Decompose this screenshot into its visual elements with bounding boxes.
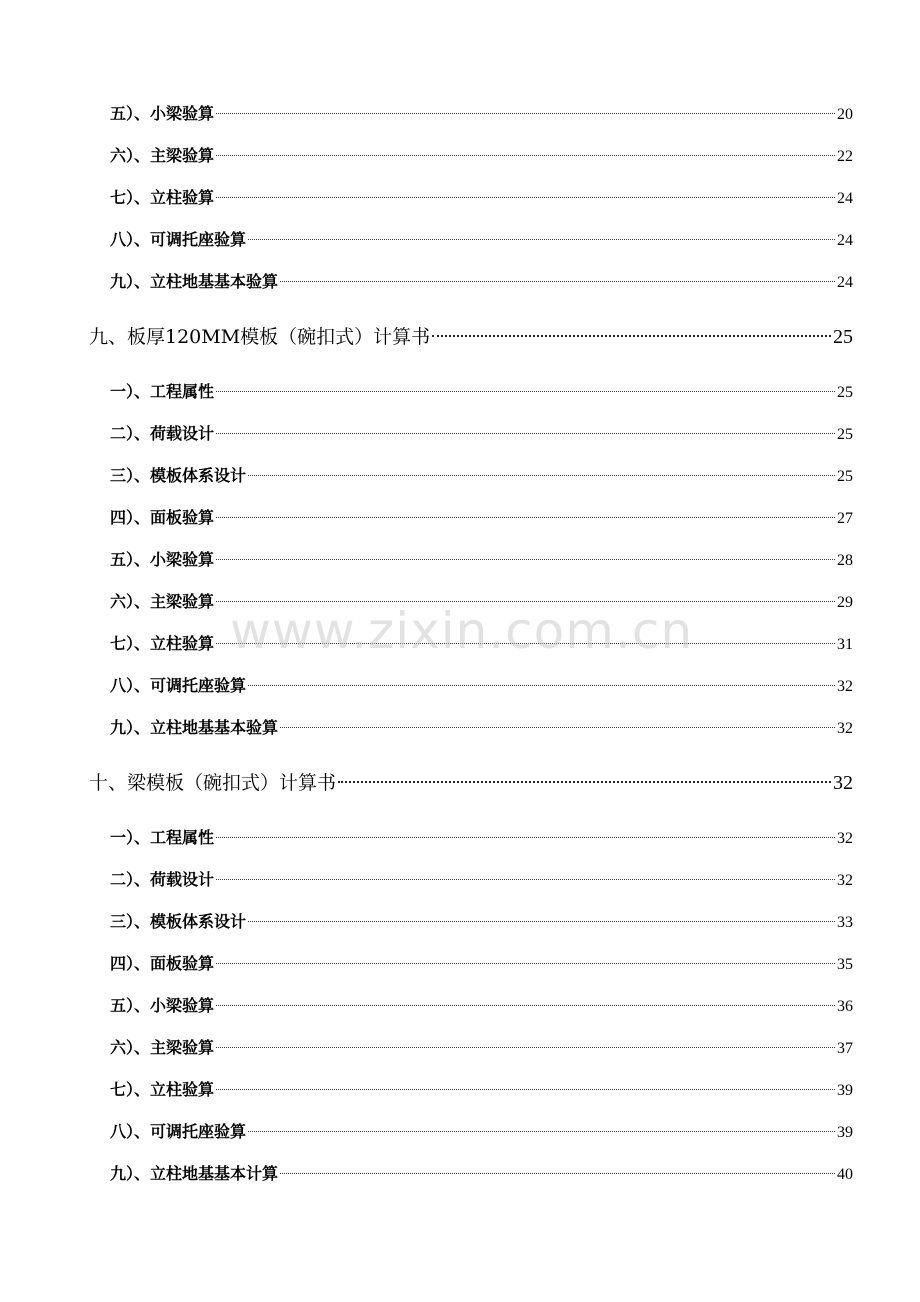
toc-page-number: 32 — [837, 720, 853, 737]
toc-entry-title: 八）、可调托座验算 — [110, 230, 247, 249]
toc-leader-dots — [248, 921, 835, 922]
toc-entry[interactable] — [110, 379, 853, 402]
toc-leader-dots — [216, 113, 835, 114]
toc-entry[interactable] — [110, 1077, 853, 1100]
toc-entry-title: 五）、小梁验算 — [110, 104, 215, 123]
toc-entry[interactable] — [110, 227, 853, 250]
toc-page-number: 28 — [837, 552, 853, 569]
toc-entry[interactable] — [110, 505, 853, 528]
toc-leader-dots — [216, 155, 835, 156]
toc-leader-dots — [216, 559, 835, 560]
toc-page-number: 32 — [837, 678, 853, 695]
toc-leader-dots — [216, 1005, 835, 1006]
toc-chapter-title: 九、板厚120MM模板（碗扣式）计算书 — [89, 326, 431, 348]
toc-chapter-title: 十、梁模板（碗扣式）计算书 — [89, 772, 337, 794]
toc-page-number: 25 — [837, 468, 853, 485]
toc-page-number: 39 — [837, 1082, 853, 1099]
toc-leader-dots — [248, 685, 835, 686]
toc-page-number: 32 — [837, 872, 853, 889]
toc-leader-dots — [338, 781, 831, 783]
toc-page-number: 29 — [837, 594, 853, 611]
toc-entry[interactable] — [110, 867, 853, 890]
toc-page-number: 27 — [837, 510, 853, 527]
toc-leader-dots — [216, 433, 835, 434]
toc-entry-title: 二）、荷载设计 — [110, 424, 215, 443]
toc-page-number: 40 — [837, 1166, 853, 1183]
toc-page-number: 25 — [837, 426, 853, 443]
toc-entry[interactable] — [110, 715, 853, 738]
toc-page-number: 24 — [837, 190, 853, 207]
toc-leader-dots — [216, 517, 835, 518]
toc-leader-dots — [216, 1047, 835, 1048]
toc-leader-dots — [248, 239, 835, 240]
toc-entry-title: 二）、荷载设计 — [110, 870, 215, 889]
toc-entry-title: 三）、模板体系设计 — [110, 466, 247, 485]
toc-page-number: 25 — [837, 384, 853, 401]
toc-leader-dots — [216, 963, 835, 964]
toc-page-number: 35 — [837, 956, 853, 973]
toc-entry[interactable] — [110, 825, 853, 848]
toc-entry[interactable] — [110, 1035, 853, 1058]
toc-entry-title: 六）、主梁验算 — [110, 1038, 215, 1057]
toc-entry-title: 三）、模板体系设计 — [110, 912, 247, 931]
toc-entry-title: 九）、立柱地基基本验算 — [110, 718, 279, 737]
toc-entry[interactable] — [110, 101, 853, 124]
toc-entry-title: 七）、立柱验算 — [110, 634, 215, 653]
toc-entry-title: 四）、面板验算 — [110, 508, 215, 527]
toc-entry[interactable] — [110, 631, 853, 654]
toc-entry[interactable] — [110, 269, 853, 292]
toc-page-number: 32 — [833, 772, 853, 794]
toc-page-number: 37 — [837, 1040, 853, 1057]
toc-entry[interactable] — [110, 589, 853, 612]
toc-entry[interactable] — [110, 185, 853, 208]
toc-page-number: 33 — [837, 914, 853, 931]
toc-entry[interactable] — [110, 673, 853, 696]
toc-page-number: 20 — [837, 106, 853, 123]
toc-entry[interactable] — [110, 547, 853, 570]
toc-leader-dots — [216, 837, 835, 838]
toc-page-number: 31 — [837, 636, 853, 653]
toc-entry-title: 八）、可调托座验算 — [110, 676, 247, 695]
toc-entry[interactable] — [110, 1161, 853, 1184]
toc-leader-dots — [216, 197, 835, 198]
toc-entry-title: 一）、工程属性 — [110, 828, 215, 847]
toc-page-number: 25 — [833, 326, 853, 348]
toc-chapter-entry[interactable] — [89, 768, 853, 795]
toc-entry-title: 七）、立柱验算 — [110, 188, 215, 207]
toc-leader-dots — [216, 879, 835, 880]
toc-page-number: 22 — [837, 148, 853, 165]
toc-entry[interactable] — [110, 463, 853, 486]
toc-page-number: 39 — [837, 1124, 853, 1141]
toc-entry[interactable] — [110, 421, 853, 444]
toc-leader-dots — [216, 601, 835, 602]
toc-entry-title: 九）、立柱地基基本计算 — [110, 1164, 279, 1183]
toc-page-number: 24 — [837, 274, 853, 291]
toc-leader-dots — [216, 643, 835, 644]
toc-page-number: 36 — [837, 998, 853, 1015]
watermark: www.zixin.com.cn — [230, 602, 694, 660]
toc-page-number: 32 — [837, 830, 853, 847]
toc-leader-dots — [432, 335, 831, 337]
toc-leader-dots — [280, 281, 835, 282]
toc-chapter-entry[interactable] — [89, 322, 853, 349]
toc-entry-title: 六）、主梁验算 — [110, 592, 215, 611]
toc-entry-title: 四）、面板验算 — [110, 954, 215, 973]
toc-entry-title: 五）、小梁验算 — [110, 550, 215, 569]
toc-entry[interactable] — [110, 143, 853, 166]
toc-entry-title: 五）、小梁验算 — [110, 996, 215, 1015]
toc-entry[interactable] — [110, 909, 853, 932]
toc-leader-dots — [248, 1131, 835, 1132]
toc-entry-title: 六）、主梁验算 — [110, 146, 215, 165]
toc-page-number: 24 — [837, 232, 853, 249]
toc-entry-title: 八）、可调托座验算 — [110, 1122, 247, 1141]
toc-leader-dots — [280, 727, 835, 728]
toc-leader-dots — [216, 391, 835, 392]
toc-leader-dots — [280, 1173, 835, 1174]
toc-leader-dots — [216, 1089, 835, 1090]
toc-entry-title: 一）、工程属性 — [110, 382, 215, 401]
toc-entry[interactable] — [110, 951, 853, 974]
toc-entry-title: 九）、立柱地基基本验算 — [110, 272, 279, 291]
toc-entry[interactable] — [110, 1119, 853, 1142]
toc-leader-dots — [248, 475, 835, 476]
toc-entry-title: 七）、立柱验算 — [110, 1080, 215, 1099]
toc-entry[interactable] — [110, 993, 853, 1016]
